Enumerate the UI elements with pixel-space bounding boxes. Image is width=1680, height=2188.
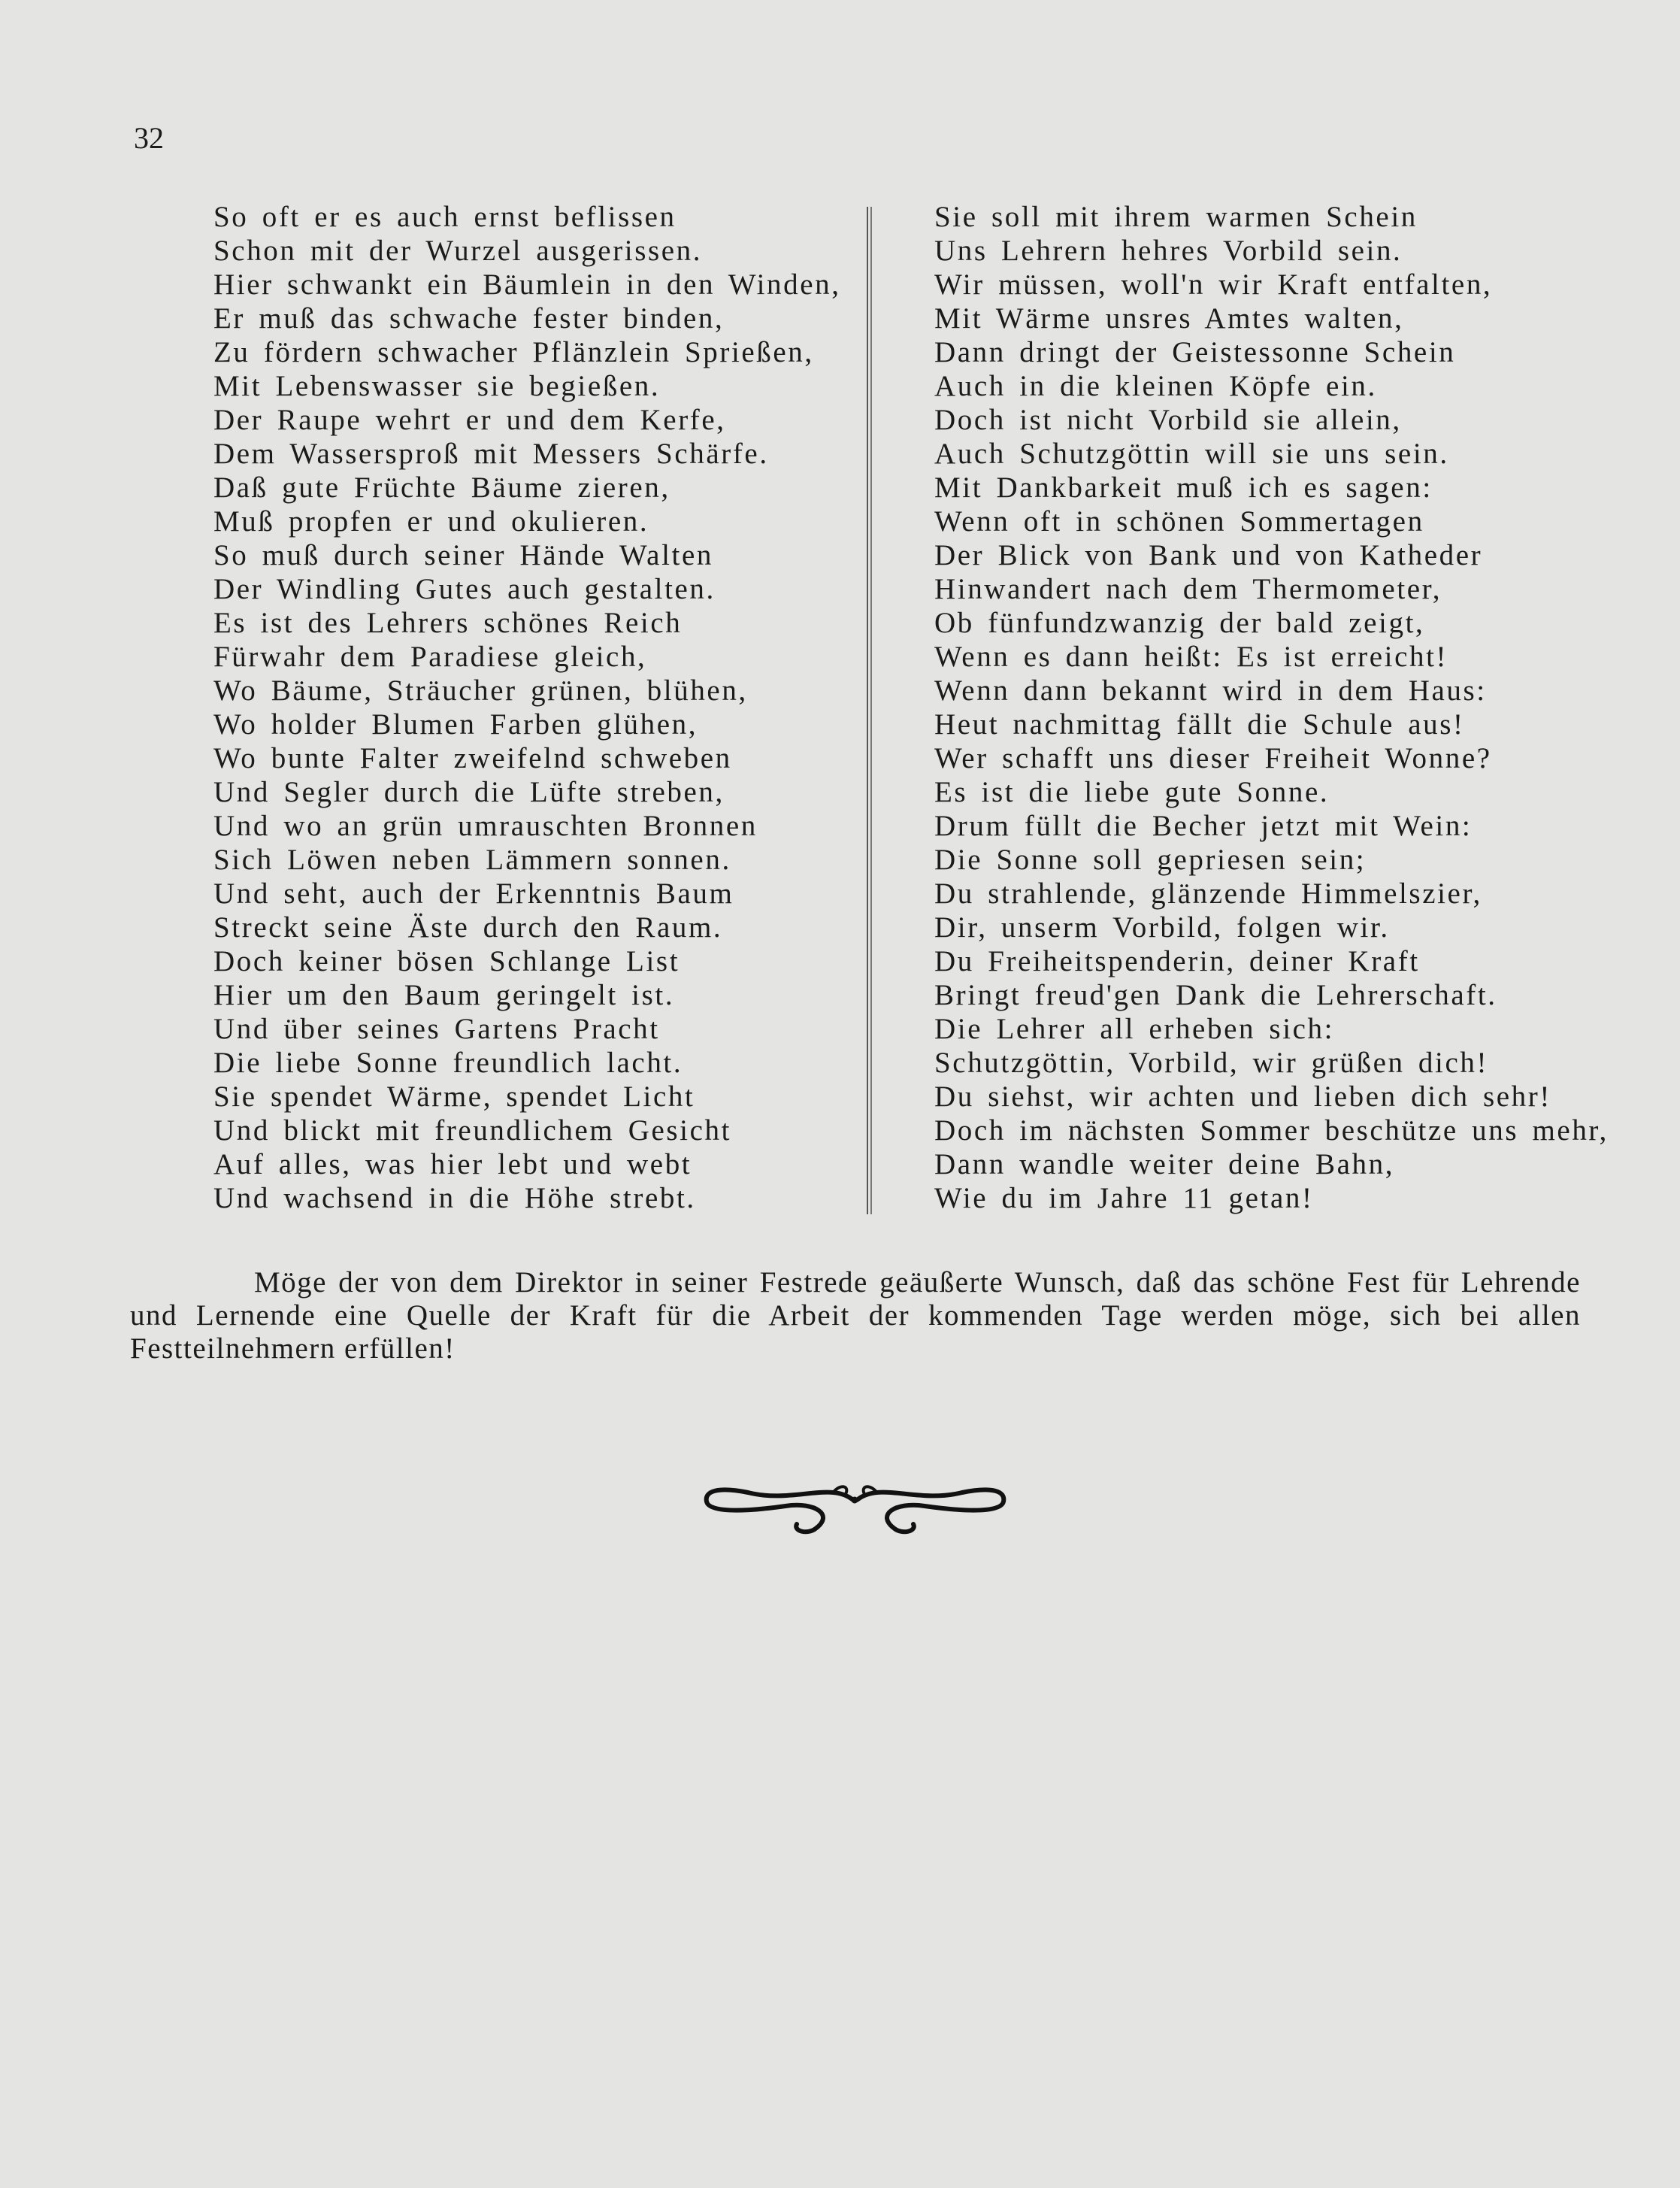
poem-line: Fürwahr dem Paradiese gleich, <box>213 641 647 673</box>
poem-line: Mit Wärme unsres Amtes walten, <box>934 302 1404 335</box>
poem-line: Du siehst, wir achten und lieben dich sehr! <box>934 1080 1551 1113</box>
poem-line: Dem Wassersproß mit Messers Schärfe. <box>213 438 769 470</box>
poem-line: Wir müssen, woll'n wir Kraft entfalten, <box>934 268 1493 301</box>
poem-line: Und seht, auch der Erkenntnis Baum <box>213 877 734 910</box>
poem-line: Auch in die kleinen Köpfe ein. <box>934 370 1377 402</box>
poem-right-column <box>934 200 1609 1215</box>
poem-line: Muß propfen er und okulieren. <box>213 505 649 538</box>
poem-line: Wer schafft uns dieser Freiheit Wonne? <box>934 742 1492 774</box>
poem-line: Sie spendet Wärme, spendet Licht <box>213 1080 695 1113</box>
poem-line: Hier schwankt ein Bäumlein in den Winden, <box>213 268 841 301</box>
poem-line: Wo Bäume, Sträucher grünen, blühen, <box>213 674 748 707</box>
poem-line: Und blickt mit freundlichem Gesicht <box>213 1114 732 1147</box>
poem-line: Doch ist nicht Vorbild sie allein, <box>934 404 1402 436</box>
poem-line: So oft er es auch ernst beflissen <box>213 201 677 233</box>
poem-line: Du Freiheitspenderin, deiner Kraft <box>934 945 1420 977</box>
poem-line: Dir, unserm Vorbild, folgen wir. <box>934 911 1390 944</box>
poem-line: Schutzgöttin, Vorbild, wir grüßen dich! <box>934 1047 1489 1079</box>
poem-line: Hier um den Baum geringelt ist. <box>213 979 675 1011</box>
poem-line: Wenn dann bekannt wird in dem Haus: <box>934 674 1487 707</box>
poem-line: Sich Löwen neben Lämmern sonnen. <box>213 844 731 876</box>
poem-line: Die Lehrer all erheben sich: <box>934 1013 1335 1045</box>
poem-line: Wenn es dann heißt: Es ist erreicht! <box>934 641 1448 673</box>
poem-line: So muß durch seiner Hände Walten <box>213 539 713 571</box>
poem-line: Die liebe Sonne freundlich lacht. <box>213 1047 683 1079</box>
poem-line: Sie soll mit ihrem warmen Schein <box>934 201 1418 233</box>
poem-line: Heut nachmittag fällt die Schule aus! <box>934 708 1465 741</box>
poem-line: Wenn oft in schönen Sommertagen <box>934 505 1424 538</box>
poem-line: Wo holder Blumen Farben glühen, <box>213 708 698 741</box>
column-divider <box>867 207 872 1214</box>
poem-line: Zu fördern schwacher Pflänzlein Sprießen, <box>213 336 814 368</box>
poem-line: Bringt freud'gen Dank die Lehrerschaft. <box>934 979 1497 1011</box>
closing-paragraph: Möge der von dem Direktor in seiner Festrede geäußerte Wunsch, daß das schöne Fest für Lehrende und Lernende eine Quelle der Kraft für die Arbeit der kommenden Tage werden möge, sich bei allen Festteilnehmern erfüllen! <box>130 1266 1581 1365</box>
poem-line: Der Windling Gutes auch gestalten. <box>213 573 716 605</box>
poem-line: Doch im nächsten Sommer beschütze uns mehr, <box>934 1114 1609 1147</box>
poem-line: Du strahlende, glänzende Himmelszier, <box>934 877 1482 910</box>
poem-line: Doch keiner bösen Schlange List <box>213 945 680 977</box>
poem-line: Schon mit der Wurzel ausgerissen. <box>213 235 703 267</box>
poem-line: Mit Dankbarkeit muß ich es sagen: <box>934 471 1433 504</box>
poem-left-column <box>213 200 841 1215</box>
poem-line: Der Raupe wehrt er und dem Kerfe, <box>213 404 726 436</box>
poem-line: Die Sonne soll gepriesen sein; <box>934 844 1367 876</box>
poem-line: Es ist des Lehrers schönes Reich <box>213 607 683 639</box>
poem-line: Mit Lebenswasser sie begießen. <box>213 370 661 402</box>
page-number: 32 <box>134 121 164 155</box>
poem-line: Uns Lehrern hehres Vorbild sein. <box>934 235 1403 267</box>
poem-line: Und wo an grün umrauschten Bronnen <box>213 810 758 842</box>
poem-line: Wo bunte Falter zweifelnd schweben <box>213 742 732 774</box>
poem-line: Dann wandle weiter deine Bahn, <box>934 1148 1395 1180</box>
poem-line: Auf alles, was hier lebt und webt <box>213 1148 692 1180</box>
poem-line: Daß gute Früchte Bäume zieren, <box>213 471 670 504</box>
poem-line: Auch Schutzgöttin will sie uns sein. <box>934 438 1449 470</box>
poem-line: Der Blick von Bank und von Katheder <box>934 539 1483 571</box>
poem-line: Und wachsend in die Höhe strebt. <box>213 1182 696 1214</box>
poem-line: Wie du im Jahre 11 getan! <box>934 1182 1314 1214</box>
poem-line: Streckt seine Äste durch den Raum. <box>213 911 723 944</box>
poem-line: Er muß das schwache fester binden, <box>213 302 725 335</box>
poem-line: Es ist die liebe gute Sonne. <box>934 776 1330 808</box>
ornament-flourish-icon <box>703 1470 1007 1538</box>
poem-line: Ob fünfundzwanzig der bald zeigt, <box>934 607 1425 639</box>
poem-line: Und Segler durch die Lüfte streben, <box>213 776 725 808</box>
poem-line: Dann dringt der Geistessonne Schein <box>934 336 1456 368</box>
poem-line: Und über seines Gartens Pracht <box>213 1013 660 1045</box>
poem-line: Drum füllt die Becher jetzt mit Wein: <box>934 810 1473 842</box>
poem-line: Hinwandert nach dem Thermometer, <box>934 573 1442 605</box>
